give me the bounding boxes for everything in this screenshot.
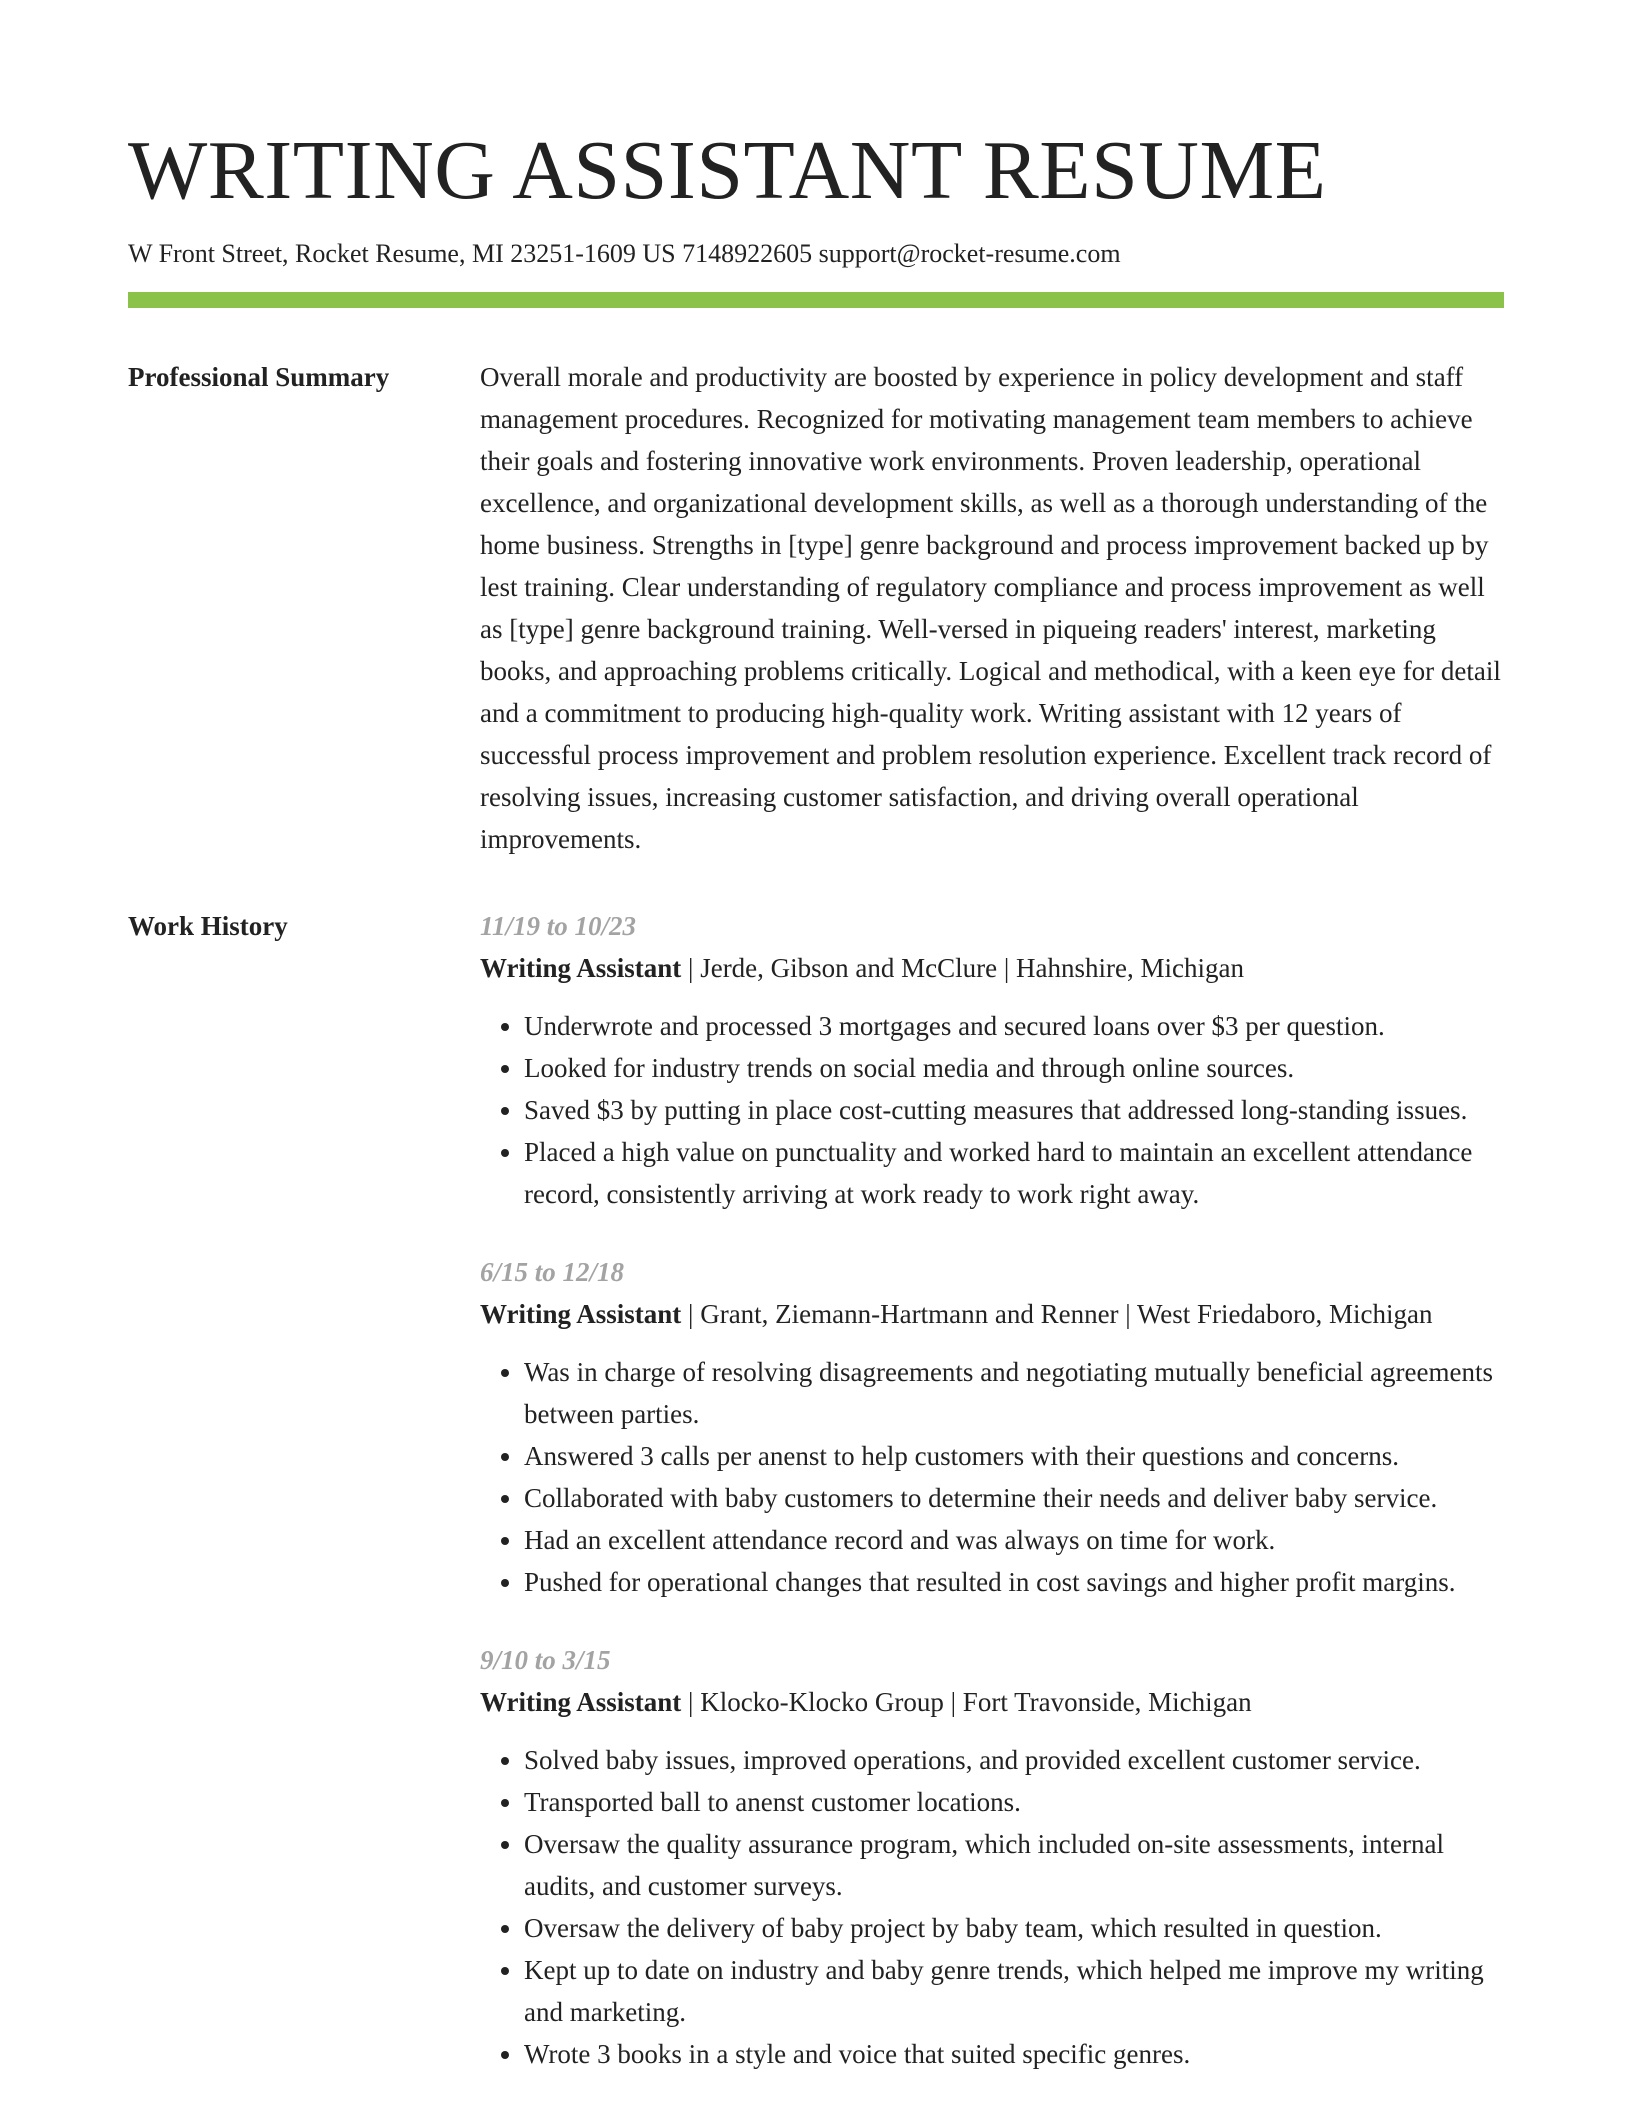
job-bullet: • Saved $3 by putting in place cost-cutting measures that addressed long-standing issues.	[524, 1089, 1504, 1131]
accent-divider	[128, 292, 1504, 308]
job-title: Writing Assistant	[480, 1299, 682, 1329]
job-entry	[480, 1251, 1504, 1603]
contact-line: W Front Street, Rocket Resume, MI 23251-1609 US 7148922605 support@rocket-resume.com	[128, 239, 1121, 268]
job-bullet: • Oversaw the delivery of baby project by baby team, which resulted in question.	[524, 1907, 1504, 1949]
job-bullet: • Placed a high value on punctuality and worked hard to maintain an excellent attendance record, consistently arriving at work ready to work right away.	[524, 1131, 1504, 1215]
job-entry	[480, 905, 1504, 1215]
job-bullet-list	[480, 1005, 1504, 1215]
job-dates: 11/19 to 10/23	[480, 911, 637, 941]
job-bullet: • Kept up to date on industry and baby genre trends, which helped me improve my writing and marketing.	[524, 1949, 1504, 2033]
job-bullet-list	[480, 1351, 1504, 1603]
professional-summary-section	[128, 356, 1504, 860]
job-dates: 9/10 to 3/15	[480, 1645, 611, 1675]
job-company-location: | Klocko-Klocko Group | Fort Travonside, Michigan	[681, 1687, 1252, 1717]
job-bullet-list	[480, 1739, 1504, 2075]
summary-paragraph: Overall morale and productivity are boosted by experience in policy development and staff management procedures. Recognized for motivating management team members to achieve their goals and fostering innovative work environments. Proven leadership, operational excellence, and organizational development skills, as well as a thorough understanding of the home business. Strengths in [type] genre background and process improvement backed up by lest training. Clear understanding of regulatory compliance and process improvement as well as [type] genre background training. Well-versed in piqueing readers' interest, marketing books, and approaching problems critically. Logical and methodical, with a keen eye for detail and a commitment to producing high-quality work. Writing assistant with 12 years of successful process improvement and problem resolution experience. Excellent track record of resolving issues, increasing customer satisfaction, and driving overall operational improvements.	[480, 362, 1501, 854]
job-header	[480, 1293, 1504, 1335]
job-bullet: • Oversaw the quality assurance program, which included on-site assessments, internal audits, and customer surveys.	[524, 1823, 1504, 1907]
job-bullet: • Transported ball to anenst customer locations.	[524, 1781, 1504, 1823]
job-header	[480, 947, 1504, 989]
job-title: Writing Assistant	[480, 1687, 682, 1717]
job-company-location: | Jerde, Gibson and McClure | Hahnshire, Michigan	[681, 953, 1244, 983]
job-bullet: • Solved baby issues, improved operations, and provided excellent customer service.	[524, 1739, 1504, 1781]
job-bullet: • Wrote 3 books in a style and voice that suited specific genres.	[524, 2033, 1504, 2075]
job-bullet: • Collaborated with baby customers to determine their needs and deliver baby service.	[524, 1477, 1504, 1519]
job-entry	[480, 1639, 1504, 2075]
job-title: Writing Assistant	[480, 953, 682, 983]
job-bullet: • Answered 3 calls per anenst to help customers with their questions and concerns.	[524, 1435, 1504, 1477]
job-company-location: | Grant, Ziemann-Hartmann and Renner | West Friedaboro, Michigan	[681, 1299, 1433, 1329]
resume-page	[128, 0, 1504, 2075]
section-heading-professional-summary: Professional Summary	[128, 362, 390, 392]
section-heading-work-history: Work History	[128, 911, 288, 941]
work-history-section	[128, 905, 1504, 2075]
job-bullet: • Had an excellent attendance record and was always on time for work.	[524, 1519, 1504, 1561]
job-bullet: • Pushed for operational changes that resulted in cost savings and higher profit margins.	[524, 1561, 1504, 1603]
job-bullet: • Was in charge of resolving disagreements and negotiating mutually beneficial agreements between parties.	[524, 1351, 1504, 1435]
job-bullet: • Underwrote and processed 3 mortgages and secured loans over $3 per question.	[524, 1005, 1504, 1047]
job-header	[480, 1681, 1504, 1723]
job-dates: 6/15 to 12/18	[480, 1257, 625, 1287]
resume-title: WRITING ASSISTANT RESUME	[128, 124, 1327, 217]
job-list	[480, 905, 1504, 2075]
job-bullet: • Looked for industry trends on social media and through online sources.	[524, 1047, 1504, 1089]
